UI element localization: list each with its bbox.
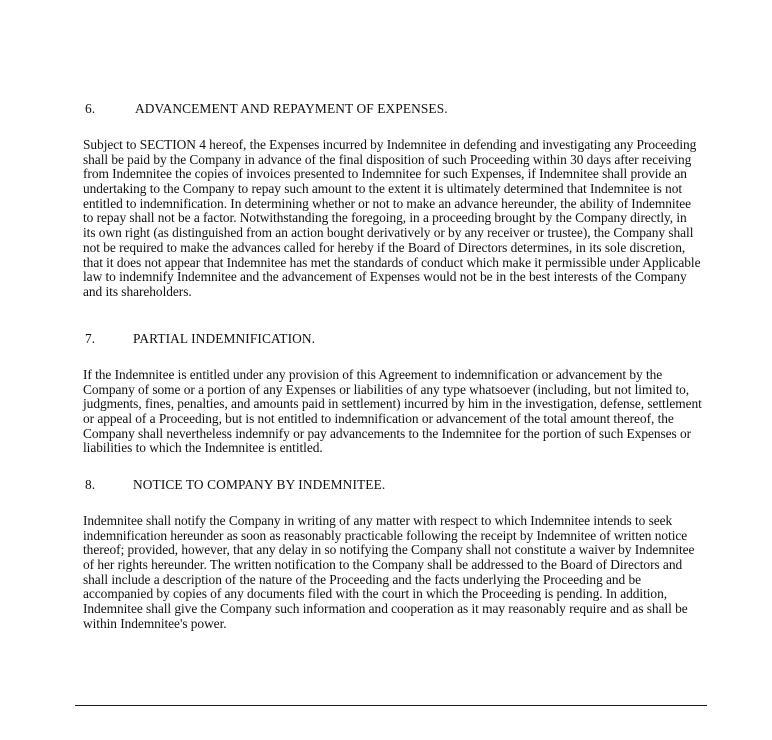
text-line: its own right (as distinguished from an action bought derivatively or by any receiver or trustee), the Company shall bbox=[83, 225, 694, 241]
section-body bbox=[83, 368, 713, 456]
text-line: undertaking to the Company to repay such amount to the extent it is ultimately determined that Indemnitee is not bbox=[83, 181, 683, 197]
section-title: NOTICE TO COMPANY BY INDEMNITEE. bbox=[133, 477, 386, 492]
text-line: Subject to SECTION 4 hereof, the Expenses incurred by Indemnitee in defending and investigating any Proceeding bbox=[83, 137, 697, 152]
text-line: accompanied by copies of any documents filed with the court in which the Proceeding is pending. In addition, bbox=[83, 586, 668, 602]
section-title: PARTIAL INDEMNIFICATION. bbox=[133, 331, 316, 346]
text-line: that it does not appear that Indemnitee has met the standards of conduct which make it permissible under Applicable bbox=[83, 254, 701, 270]
text-line: thereof; provided, however, that any delay in so notifying the Company shall not constitute a waiver by Indemnitee bbox=[83, 542, 695, 558]
section-heading bbox=[83, 331, 713, 346]
text-line: from Indemnitee the copies of invoices presented to Indemnitee for such Expenses, if Indemnitee shall provide an bbox=[83, 166, 687, 182]
text-line: Company of some or a portion of any Expenses or liabilities of any type whatsoever (including, but not limited to, bbox=[83, 381, 690, 397]
section-6 bbox=[83, 101, 713, 300]
section-body bbox=[83, 138, 713, 300]
text-line: not be required to make the advances called for hereby if the Board of Directors determines, in its sole discretion, bbox=[83, 239, 686, 255]
text-line: shall be paid by the Company in advance of the final disposition of such Proceeding within 30 days after receiving bbox=[83, 151, 692, 167]
section-body bbox=[83, 514, 713, 632]
text-line: and its shareholders. bbox=[83, 283, 192, 299]
section-number: 7. bbox=[85, 331, 96, 346]
text-line: law to indemnify Indemnitee and the advancement of Expenses would not be in the best interests of the Company bbox=[83, 269, 687, 285]
text-line: Company shall nevertheless indemnify or pay advancements to the Indemnitee for the portion of such Expenses or bbox=[83, 425, 692, 441]
section-number: 6. bbox=[85, 101, 96, 116]
text-line: indemnification hereunder as soon as reasonably practicable following the receipt by Indemnitee of written notice bbox=[83, 527, 688, 543]
section-7 bbox=[83, 331, 713, 456]
text-line: Indemnitee shall give the Company such information and cooperation as it may reasonably require and as shall be bbox=[83, 601, 688, 617]
text-line: entitled to indemnification. In determining whether or not to make an advance hereunder, the ability of Indemnitee bbox=[83, 195, 692, 211]
text-line: liabilities to which the Indemnitee is entitled. bbox=[83, 440, 323, 456]
text-line: or appeal of a Proceeding, but is not entitled to indemnification or advancement of the total amount thereof, the bbox=[83, 411, 674, 427]
text-line: If the Indemnitee is entitled under any provision of this Agreement to indemnification or advancement by the bbox=[83, 367, 663, 382]
section-title: ADVANCEMENT AND REPAYMENT OF EXPENSES. bbox=[135, 101, 448, 116]
section-heading bbox=[83, 101, 713, 116]
section-number: 8. bbox=[85, 477, 96, 492]
text-line: of her rights hereunder. The written notification to the Company shall be addressed to the Board of Directors and bbox=[83, 557, 683, 573]
section-8 bbox=[83, 477, 713, 632]
text-line: to repay shall not be a factor. Notwithstanding the foregoing, in a proceeding brought by the Company directly, in bbox=[83, 210, 687, 226]
text-line: Indemnitee shall notify the Company in writing of any matter with respect to which Indemnitee intends to seek bbox=[83, 513, 673, 528]
text-line: within Indemnitee's power. bbox=[83, 615, 227, 631]
footer-divider bbox=[75, 705, 707, 706]
text-line: judgments, fines, penalties, and amounts paid in settlement) incurred by him in the investigation, defense, settlement bbox=[83, 396, 702, 412]
section-heading bbox=[83, 477, 713, 492]
text-line: shall include a description of the nature of the Proceeding and the facts underlying the Proceeding and be bbox=[83, 571, 642, 587]
